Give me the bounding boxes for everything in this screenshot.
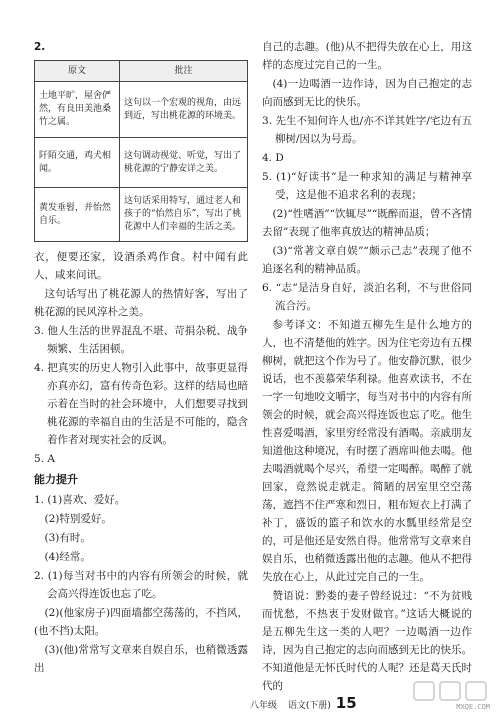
table-cell: 这句话采用特写，通过老人和孩子的“怡然自乐”，写出了桃花源中人们幸福的生活之美。 <box>120 188 248 242</box>
answer-3: 3. 先生不知何许人也/亦不详其姓字/宅边有五柳树/因以为号焉。 <box>262 115 472 145</box>
table-row <box>35 188 248 242</box>
table-cell: 黄发垂髫，并怡然自乐。 <box>35 188 120 242</box>
right-column <box>262 38 472 696</box>
annotation-table <box>34 60 248 242</box>
table-cell: 这句以一个宏观的视角，由远到近，写出桃花源的环境美。 <box>120 82 248 138</box>
paragraph: (4)一边喝酒一边作诗，因为自己抱定的志向而感到无比的快乐。 <box>262 78 472 108</box>
watermark-text: MXQE.COM <box>456 703 490 711</box>
answer-2-2: (2)(他家房子)四面墙都空荡荡的，不挡风，(也不挡)太阳。 <box>34 607 248 637</box>
table-cell: 土地平旷，屋舍俨然，有良田美池桑竹之属。 <box>35 82 120 138</box>
paragraph: 自己的志趣。(他)从不把得失放在心上，用这样的态度过完自己的一生。 <box>262 41 472 71</box>
reference-translation-zan: 赞语说：黔娄的妻子曾经说过：“不为贫贱而忧愁，不热衷于发财做官。”这话大概说的是五柳先生这一类的人吧？一边喝酒一边作诗，因为自己抱定的志向而感到无比的快乐。不知道他是无怀氏时代的人呢？还是葛天氏时代的 <box>262 590 472 692</box>
answer-1-4: (4)经常。 <box>44 551 91 563</box>
paragraph: 衣，便要还家，设酒杀鸡作食。村中闻有此人，咸来问讯。 <box>34 251 248 281</box>
table-cell: 阡陌交通，鸡犬相闻。 <box>35 138 120 188</box>
item-2-number: 2. <box>34 41 46 53</box>
table-cell: 这句调动视觉、听觉，写出了桃花源的宁静安详之美。 <box>120 138 248 188</box>
grade-label: 八年级 <box>250 701 278 711</box>
answer-2-3: (3)(他)常常写文章来自娱自乐，也稍微透露出 <box>34 644 248 674</box>
answer-4: 4. D <box>262 152 284 164</box>
answer-1-1: 1. (1)喜欢、爱好。 <box>34 494 126 506</box>
table-header-row <box>35 61 248 82</box>
answer-2-1: 2. (1)每当对书中的内容有所领会的时候，就会高兴得连饭也忘了吃。 <box>34 570 248 600</box>
answer-5: 5. A <box>34 453 55 465</box>
table-row <box>35 82 248 138</box>
reference-translation: 参考译文：不知道五柳先生是什么地方的人，也不清楚他的姓字。因为住宅旁边有五棵柳树，就把这个作为号了。他安静沉默，很少说话，也不羡慕荣华利禄。他喜欢读书，不在一字一句地咬文嚼字，每当对书中的内容有所领会的时候，就会高兴得连饭也忘了吃。他生性喜爱喝酒，家里穷经常没有酒喝。亲戚朋友知道他这种境况，有时摆了酒席叫他去喝。他去喝酒就喝个尽兴，希望一定喝醉。喝醉了就回家，竟然说走就走。简陋的居室里空空荡荡，遮挡不住严寒和烈日，粗布短衣上打满了补丁，盛饭的篮子和饮水的水瓢里经常是空的，可是他还是安然自得。他常常写文章来自娱自乐，也稍微透露出他的志趣。他从不把得失放在心上，从此过完自己的一生。 <box>262 319 472 583</box>
answer-4: 4. 把真实的历史人物引入此事中，故事更显得亦真亦幻，富有传奇色彩。这样的结局也暗示着在当时的社会环境中，人们想要寻找到桃花源的幸福自由的生活是不可能的，隐含着作者对现实社会的反讽。 <box>34 362 248 446</box>
answer-3: 3. 他人生活的世界混乱不堪、苛捐杂税、战争频繁、生活困顿。 <box>34 325 248 355</box>
answer-5-3: (3)“常著文章自娱”“颇示己志”表现了他不追逐名利的精神品质。 <box>262 245 472 275</box>
page-number: 15 <box>335 694 357 712</box>
answer-1-3: (3)有时。 <box>44 532 91 544</box>
table-row <box>35 138 248 188</box>
subject-label: 语文(下册) <box>287 701 331 711</box>
left-column <box>34 38 248 678</box>
answer-6: 6. “志”是洁身自好，淡泊名利，不与世俗同流合污。 <box>262 282 472 312</box>
answer-5-1: 5. (1)“好读书”是一种求知的满足与精神享受，这是他不追求名利的表现； <box>262 171 472 201</box>
table-header-original: 原文 <box>35 61 120 82</box>
paragraph: 这句话写出了桃花源人的热情好客，写出了桃花源的民风淳朴之美。 <box>34 288 248 318</box>
answer-5-2: (2)“性嗜酒”“饮辄尽”“既醉而退，曾不吝情去留”表现了他率真放达的精神品质； <box>262 208 472 238</box>
table-header-annotation: 批注 <box>120 61 248 82</box>
section-title: 能力提升 <box>34 473 78 486</box>
answer-1-2: (2)特别爱好。 <box>44 513 112 525</box>
